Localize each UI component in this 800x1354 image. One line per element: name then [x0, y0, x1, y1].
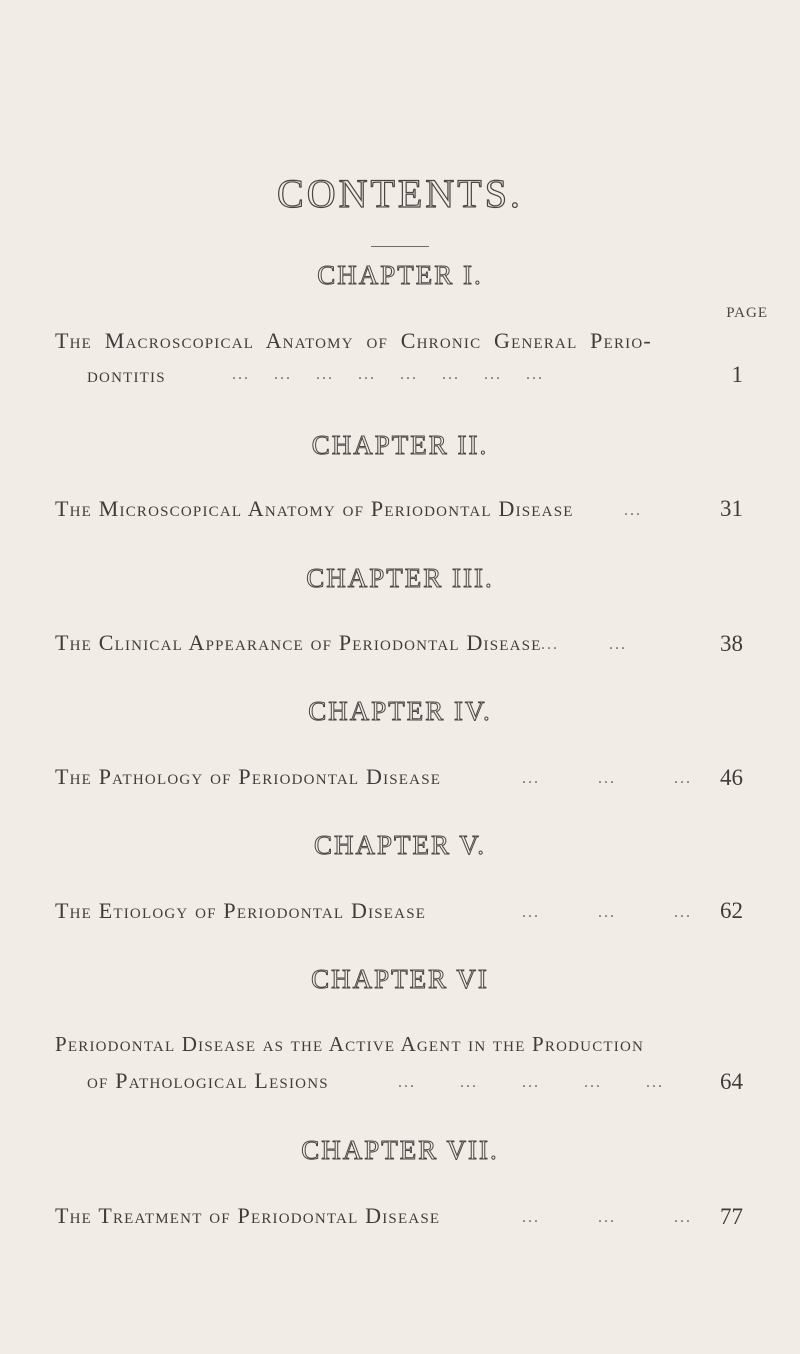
page-number: 31 — [720, 496, 743, 521]
dot-leaders: ... ... ... ... ... — [398, 1074, 664, 1091]
page-number: 77 — [720, 1204, 743, 1229]
chapter-heading: CHAPTER VII. — [301, 1135, 499, 1165]
dot-leaders: ... ... — [541, 636, 627, 653]
dot-leaders: ... ... ... — [522, 1209, 692, 1226]
dot-leaders: ... ... ... — [522, 770, 692, 787]
dot-leaders: ... — [624, 502, 642, 519]
page-number: 46 — [720, 765, 743, 790]
page-column-label: PAGE — [726, 305, 768, 321]
entry-title-line-1: Periodontal Disease as the Active Agent in the Production — [55, 1032, 645, 1056]
chapter-heading: CHAPTER I. — [317, 260, 483, 290]
chapter-heading: CHAPTER IV. — [308, 696, 492, 726]
page-number: 38 — [720, 631, 743, 656]
entry-title-line-1: The Etiology of Periodontal Disease — [55, 898, 427, 923]
entry-title-line-1: The Microscopical Anatomy of Periodontal Disease — [55, 496, 574, 521]
page-number: 64 — [720, 1069, 743, 1094]
entry-title-line-1: The Macroscopical Anatomy of Chronic General Perio- — [55, 328, 652, 353]
page-number: 1 — [731, 362, 743, 387]
entry-title-line-1: The Clinical Appearance of Periodontal Disease — [55, 630, 542, 655]
chapter-heading: CHAPTER II. — [311, 430, 489, 460]
dot-leaders: ... ... ... ... ... ... ... ... — [232, 366, 544, 383]
chapter-heading: CHAPTER VI — [311, 964, 489, 994]
entry-title-line-1: The Pathology of Periodontal Disease — [55, 764, 442, 789]
page-number: 62 — [720, 898, 743, 923]
chapter-heading: CHAPTER III. — [306, 563, 494, 593]
dot-leaders: ... ... ... — [522, 904, 692, 921]
entry-title-line-2: of Pathological Lesions — [87, 1068, 329, 1093]
entry-title-line-2: dontitis — [87, 362, 166, 387]
chapter-heading: CHAPTER V. — [313, 830, 487, 860]
entry-title-line-1: The Treatment of Periodontal Disease — [55, 1203, 441, 1228]
page-title: CONTENTS. — [277, 171, 523, 216]
title-divider — [371, 246, 429, 247]
